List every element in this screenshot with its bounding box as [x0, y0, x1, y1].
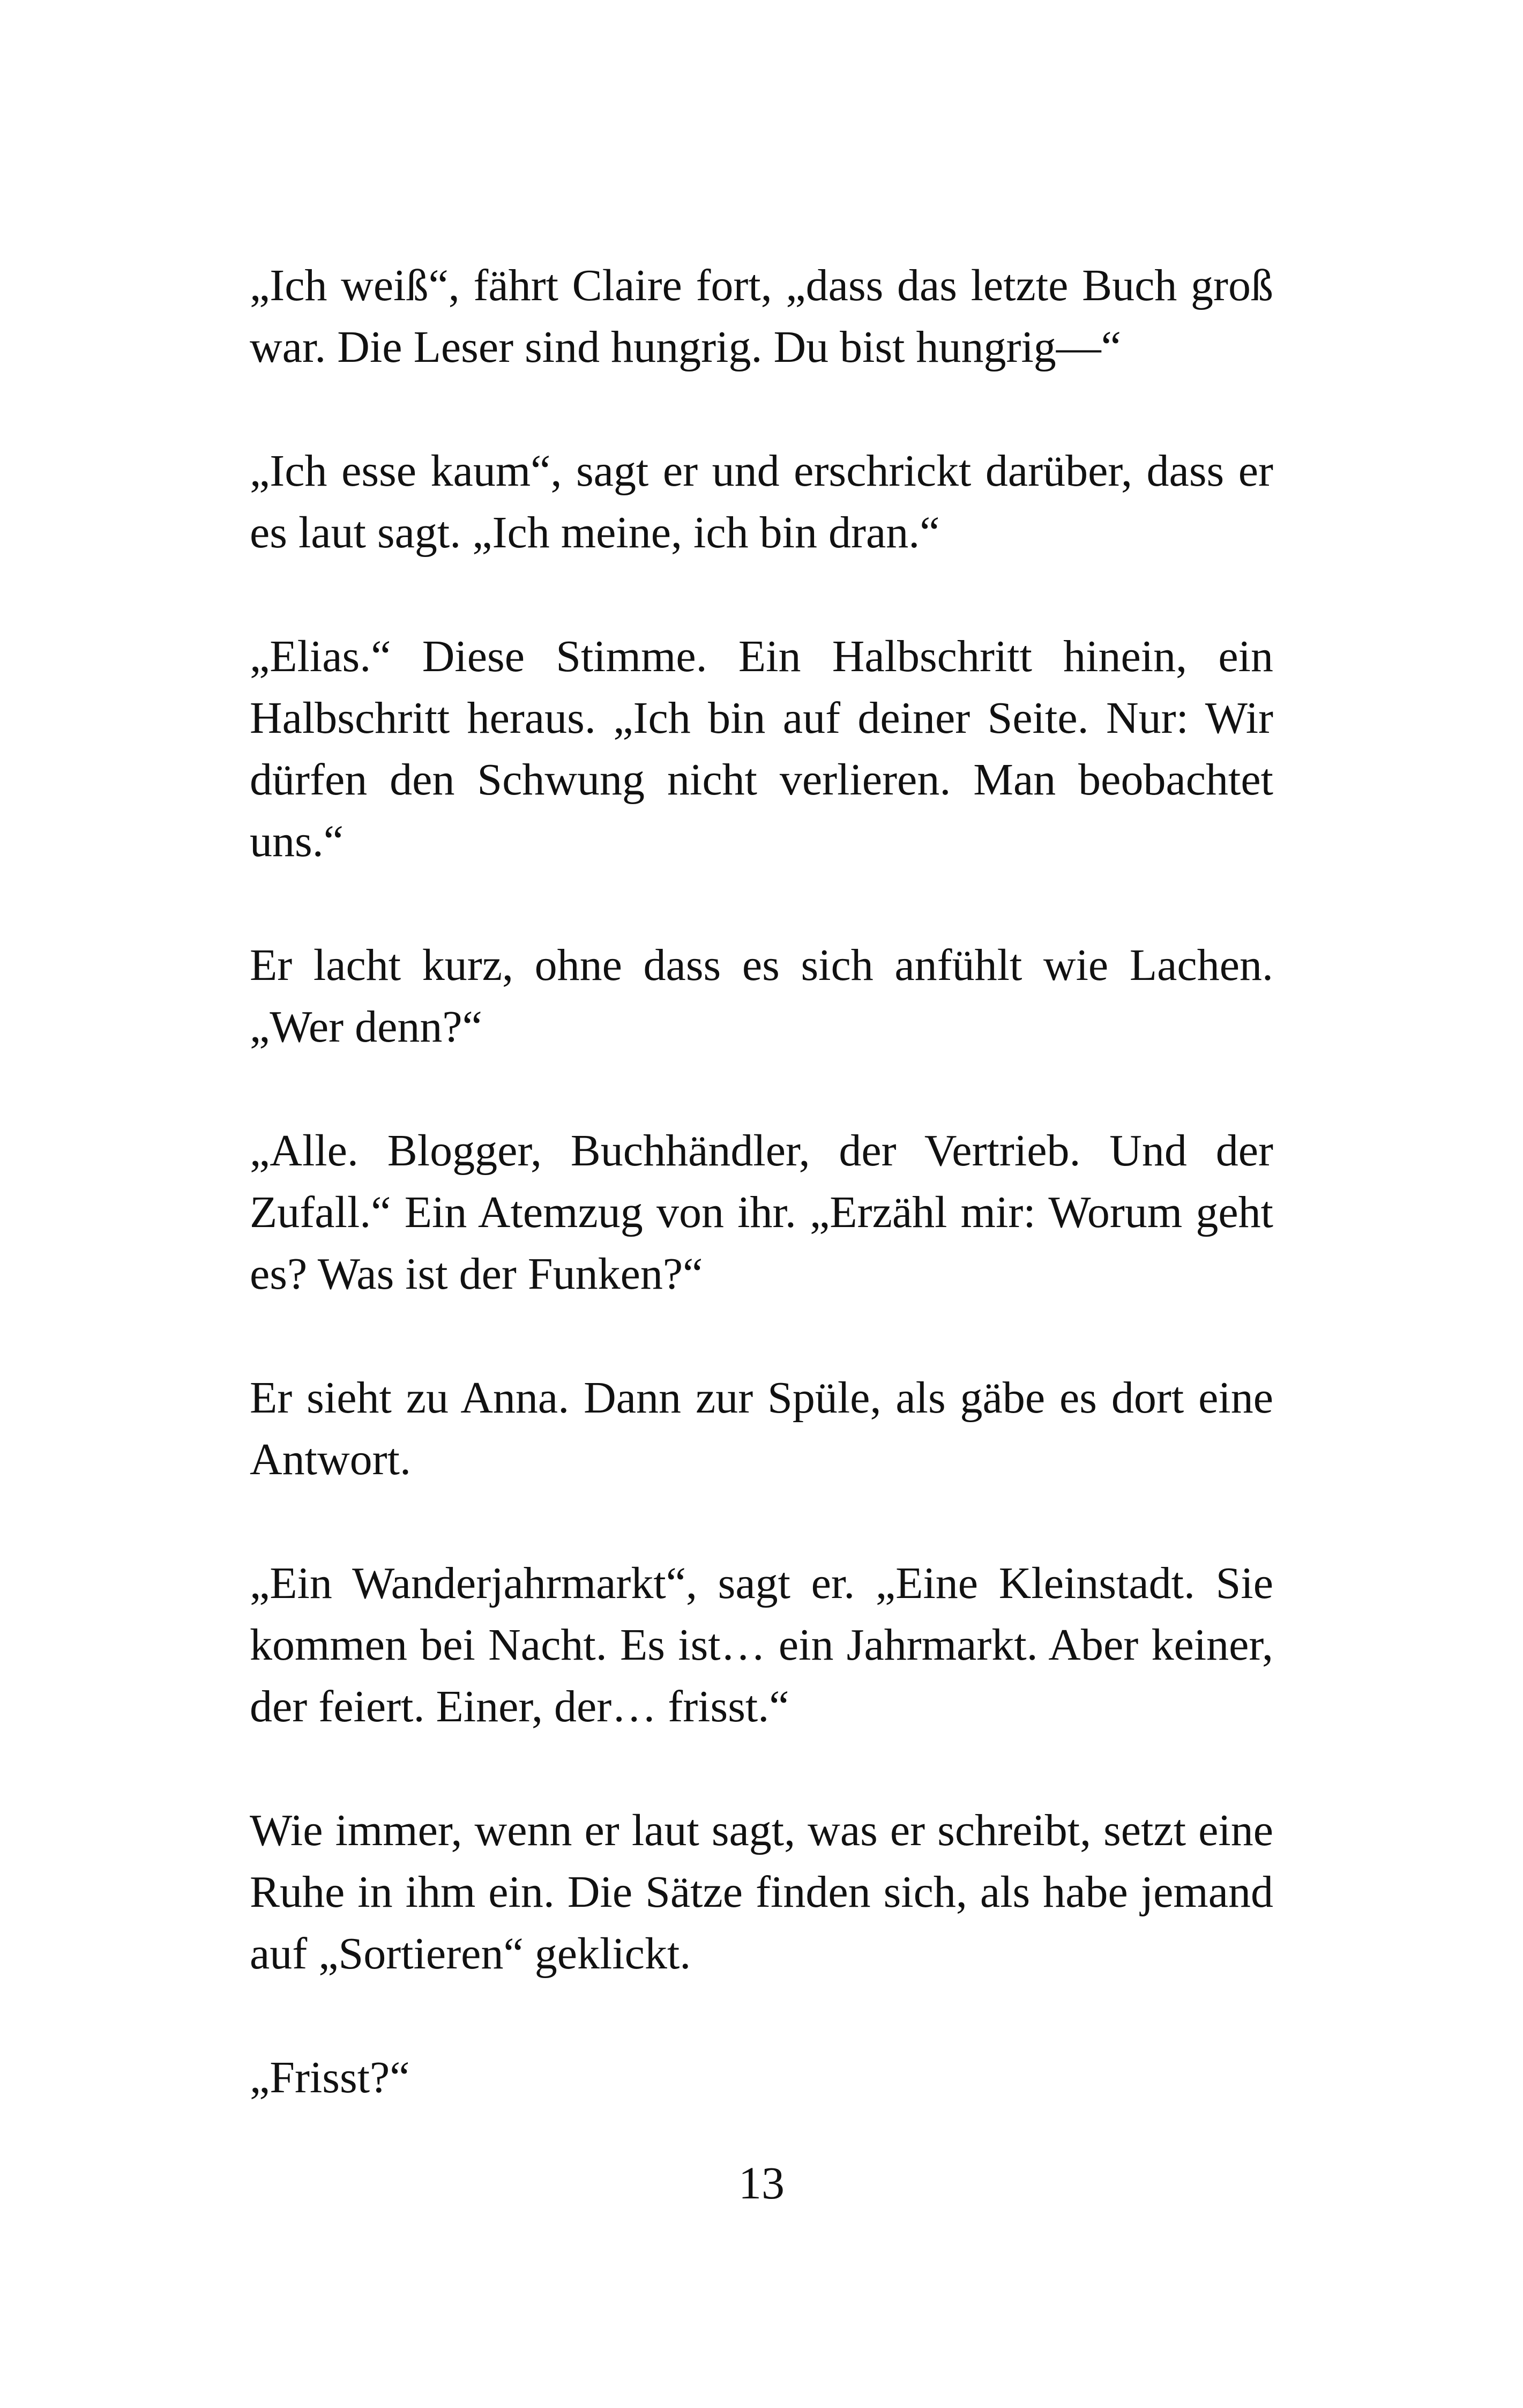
paragraph-3: „Elias.“ Diese Stimme. Ein Halbschritt hinein, ein Halbschritt heraus. „Ich bin auf deiner Seite. Nur: Wir dürfen den Schwung nicht verlieren. Man beobachtet uns.“	[250, 631, 1273, 866]
paragraph-1: „Ich weiß“, fährt Claire fort, „dass das letzte Buch groß war. Die Leser sind hungrig. Du bist hungrig—“	[250, 261, 1273, 372]
paragraph-6: Er sieht zu Anna. Dann zur Spüle, als gäbe es dort eine Antwort.	[250, 1373, 1273, 1484]
paragraph-4: Er lacht kurz, ohne dass es sich anfühlt wie Lachen. „Wer denn?“	[250, 940, 1273, 1052]
paragraph-8: Wie immer, wenn er laut sagt, was er schreibt, setzt eine Ruhe in ihm ein. Die Sätze finden sich, als habe jemand auf „Sortieren“ geklickt.	[250, 1805, 1273, 1979]
paragraph-2: „Ich esse kaum“, sagt er und erschrickt darüber, dass er es laut sagt. „Ich meine, ich bin dran.“	[250, 446, 1273, 558]
paragraph-5: „Alle. Blogger, Buchhändler, der Vertrieb. Und der Zufall.“ Ein Atemzug von ihr. „Erzähl mir: Worum geht es? Was ist der Funken?“	[250, 1126, 1273, 1299]
page-number: 13	[738, 2157, 785, 2209]
paragraph-7: „Ein Wanderjahrmarkt“, sagt er. „Eine Kleinstadt. Sie kommen bei Nacht. Es ist… ein Jahrmarkt. Aber keiner, der feiert. Einer, der… frisst.“	[250, 1558, 1273, 1731]
paragraph-9: „Frisst?“	[250, 2053, 410, 2102]
body-text	[250, 255, 1273, 2108]
